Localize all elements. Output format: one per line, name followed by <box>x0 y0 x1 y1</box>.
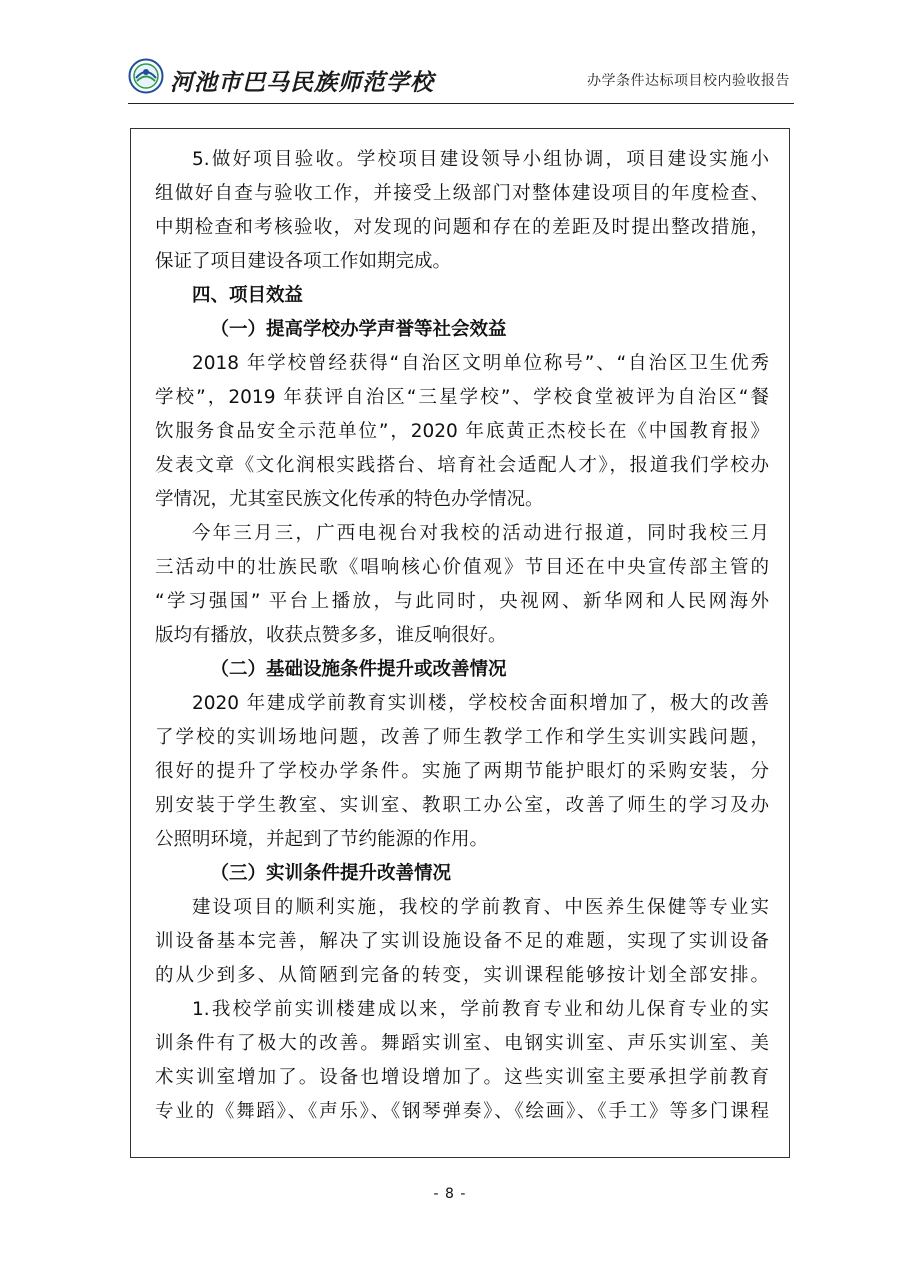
text-line: 今年三月三，广西电视台对我校的活动进行报道，同时我校三月 <box>192 523 769 544</box>
text-line: “学习强国” 平台上播放，与此同时，央视网、新华网和人民网海外 <box>155 591 769 612</box>
page-header <box>128 52 794 104</box>
text-line: 三活动中的壮族民歌《唱响核心价值观》节目还在中央宣传部主管的 <box>155 557 769 578</box>
text-line: 训设备基本完善，解决了实训设施设备不足的难题，实现了实训设备 <box>155 931 769 952</box>
text-line: 了学校的实训场地问题，改善了师生教学工作和学生实训实践问题， <box>155 727 769 748</box>
page-number: - 8 - <box>433 1186 467 1202</box>
text-line: 训条件有了极大的改善。舞蹈实训室、电钢实训室、声乐实训室、美 <box>155 1033 769 1054</box>
section-heading: 四、项目效益 <box>192 285 304 306</box>
text-line: 发表文章《文化润根实践搭台、培育社会适配人才》，报道我们学校办 <box>155 455 769 476</box>
school-emblem-icon <box>128 58 164 94</box>
content-frame <box>130 128 790 1158</box>
section-heading: （三）实训条件提升改善情况 <box>210 863 452 884</box>
section-heading: （二）基础设施条件提升或改善情况 <box>210 659 507 680</box>
text-line: 版均有播放，收获点赞多多，谁反响很好。 <box>155 625 507 646</box>
text-line: 饮服务食品安全示范单位”，2020 年底黄正杰校长在《中国教育报》 <box>155 421 769 442</box>
text-line: 5.做好项目验收。学校项目建设领导小组协调，项目建设实施小 <box>192 149 769 170</box>
text-line: 2020 年建成学前教育实训楼，学校校舍面积增加了，极大的改善 <box>192 693 769 714</box>
text-line: 组做好自查与验收工作，并接受上级部门对整体建设项目的年度检查、 <box>155 183 769 204</box>
school-name: 河池市巴马民族师范学校 <box>170 69 434 96</box>
report-title: 办学条件达标项目校内验收报告 <box>587 73 790 89</box>
text-line: 术实训室增加了。设备也增设增加了。这些实训室主要承担学前教育 <box>155 1067 769 1088</box>
header-divider <box>128 103 794 104</box>
text-line: 学情况，尤其室民族文化传承的特色办学情况。 <box>155 489 544 510</box>
text-line: 公照明环境，并起到了节约能源的作用。 <box>155 829 489 850</box>
text-line: 专业的《舞蹈》、《声乐》、《钢琴弹奏》、《绘画》、《手工》等多门课程 <box>155 1101 769 1122</box>
text-line: 1.我校学前实训楼建成以来，学前教育专业和幼儿保育专业的实 <box>192 999 769 1020</box>
text-line: 很好的提升了学校办学条件。实施了两期节能护眼灯的采购安装，分 <box>155 761 769 782</box>
text-line: 2018 年学校曾经获得“自治区文明单位称号”、“自治区卫生优秀 <box>192 353 769 374</box>
text-line: 保证了项目建设各项工作如期完成。 <box>155 251 452 272</box>
text-line: 中期检查和考核验收，对发现的问题和存在的差距及时提出整改措施， <box>155 217 769 238</box>
text-line: 学校”，2019 年获评自治区“三星学校”、学校食堂被评为自治区“餐 <box>155 387 769 408</box>
body-text <box>155 143 769 1129</box>
text-line: 建设项目的顺利实施，我校的学前教育、中医养生保健等专业实 <box>192 897 769 918</box>
text-line: 的从少到多、从简陋到完备的转变，实训课程能够按计划全部安排。 <box>155 965 769 986</box>
section-heading: （一）提高学校办学声誉等社会效益 <box>210 319 507 340</box>
text-line: 别安装于学生教室、实训室、教职工办公室，改善了师生的学习及办 <box>155 795 769 816</box>
